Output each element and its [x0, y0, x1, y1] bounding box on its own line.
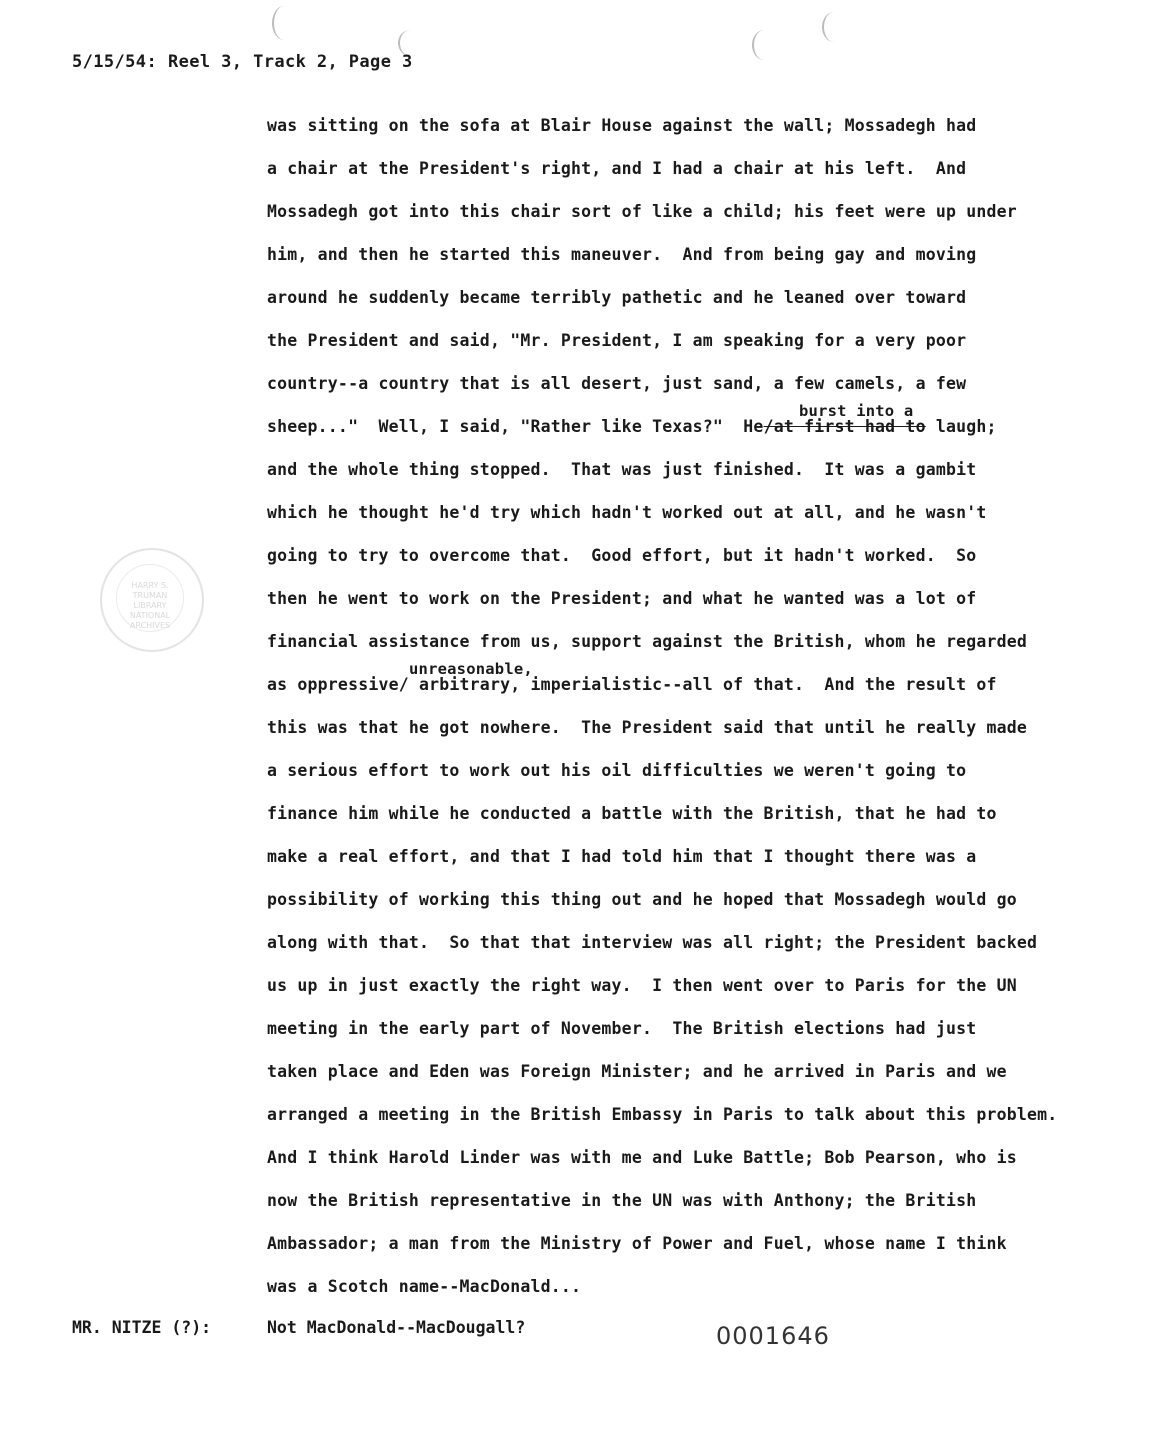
- body-line: taken place and Eden was Foreign Minister; and he arrived in Paris and we: [267, 1062, 1007, 1081]
- body-line: was a Scotch name--MacDonald...: [267, 1277, 582, 1296]
- body-line: And I think Harold Linder was with me and Luke Battle; Bob Pearson, who is: [267, 1148, 1017, 1167]
- body-line: financial assistance from us, support against the British, whom he regarded: [267, 632, 1028, 651]
- body-line: meeting in the early part of November. The British elections had just: [267, 1019, 977, 1038]
- body-line: this was that he got nowhere. The President said that until he really made: [267, 718, 1028, 737]
- page-header: [72, 52, 413, 72]
- body-line: him, and then he started this maneuver. And from being gay and moving: [267, 245, 977, 264]
- body-line: which he thought he'd try which hadn't worked out at all, and he wasn't: [267, 503, 987, 522]
- body-line: possibility of working this thing out and he hoped that Mossadegh would go: [267, 890, 1017, 909]
- line-text-after: laugh;: [925, 417, 997, 436]
- interlinear-insert: burst into a: [799, 402, 914, 420]
- body-line: going to try to overcome that. Good effort, but it hadn't worked. So: [267, 546, 977, 565]
- punch-mark: [752, 30, 776, 60]
- body-line: then he went to work on the President; and what he wanted was a lot of: [267, 589, 977, 608]
- speaker-text: Not MacDonald--MacDougall?: [267, 1318, 526, 1337]
- body-line: a serious effort to work out his oil difficulties we weren't going to: [267, 761, 967, 780]
- struck-text: /at first had to: [763, 417, 926, 436]
- body-line: was sitting on the sofa at Blair House against the wall; Mossadegh had: [267, 116, 977, 135]
- archive-number: 0001646: [716, 1322, 830, 1350]
- body-line: arranged a meeting in the British Embassy in Paris to talk about this problem.: [267, 1105, 1058, 1124]
- body-line: Ambassador; a man from the Ministry of Power and Fuel, whose name I think: [267, 1234, 1007, 1253]
- body-line: now the British representative in the UN was with Anthony; the British: [267, 1191, 977, 1210]
- body-line: Mossadegh got into this chair sort of like a child; his feet were up under: [267, 202, 1017, 221]
- speaker-label: MR. NITZE (?):: [72, 1318, 212, 1337]
- body-line: finance him while he conducted a battle with the British, that he had to: [267, 804, 997, 823]
- line-text: as oppressive/ arbitrary, imperialistic--all of that. And the result of: [267, 675, 997, 694]
- body-line: us up in just exactly the right way. I then went over to Paris for the UN: [267, 976, 1017, 995]
- punch-mark: [822, 12, 846, 42]
- stamp-text: HARRY S. TRUMAN LIBRARY NATIONAL ARCHIVES: [116, 564, 184, 632]
- body-line-with-insert: [267, 660, 1097, 714]
- transcript-body: [267, 112, 1097, 1316]
- header-date: 5/15/54:: [72, 52, 158, 72]
- body-line: around he suddenly became terribly pathetic and he leaned over toward: [267, 288, 967, 307]
- header-reel-track-page: Reel 3, Track 2, Page 3: [168, 52, 413, 72]
- body-line: the President and said, "Mr. President, I am speaking for a very poor: [267, 331, 967, 350]
- body-line-with-correction: [267, 402, 1097, 456]
- punch-mark: [272, 6, 296, 40]
- interlinear-insert: unreasonable,: [409, 660, 533, 678]
- body-line: country--a country that is all desert, just sand, a few camels, a few: [267, 374, 967, 393]
- body-line: make a real effort, and that I had told him that I thought there was a: [267, 847, 977, 866]
- body-line: a chair at the President's right, and I had a chair at his left. And: [267, 159, 967, 178]
- body-line: and the whole thing stopped. That was just finished. It was a gambit: [267, 460, 977, 479]
- library-stamp: [100, 548, 204, 652]
- line-text-before: sheep..." Well, I said, "Rather like Texas?" He: [267, 417, 764, 436]
- body-line: along with that. So that that interview was all right; the President backed: [267, 933, 1038, 952]
